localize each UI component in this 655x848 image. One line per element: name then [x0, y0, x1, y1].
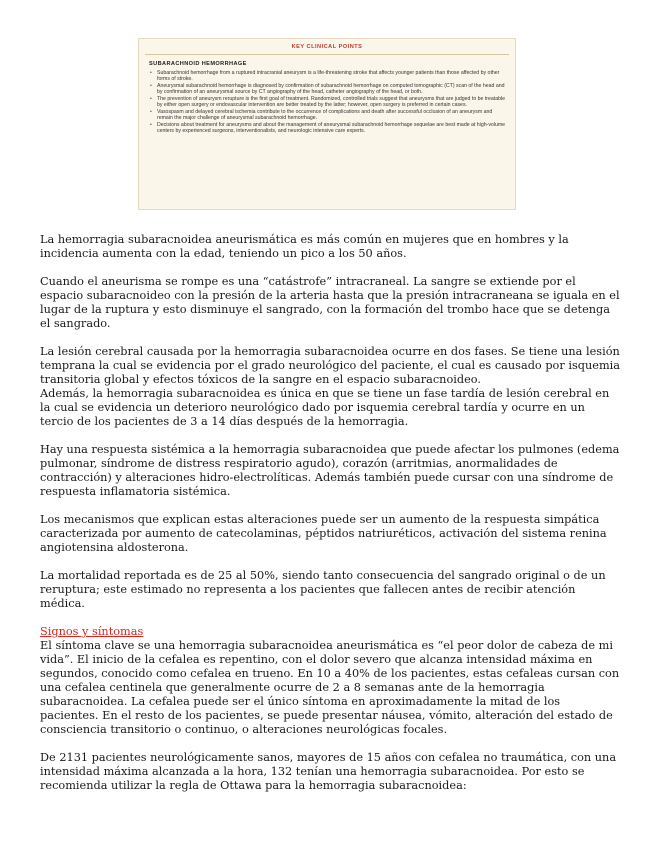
key-points-list [139, 70, 515, 134]
paragraph-epidemiology: La hemorragia subaracnoidea aneurismática es más común en mujeres que en hombres y la incidencia aumenta con la edad, teniendo un pico a los 50 años. [40, 233, 569, 260]
paragraph-symptoms: El síntoma clave se una hemorragia subaracnoidea aneurismática es “el peor dolor de cabeza de mi vida”. El inicio de la cefalea es repentino, con el dolor severo que alcanza intensidad máxima en segundos, conocido como cefalea en trueno. En 10 a 40% de los pacientes, estas cefaleas cursan con una cefalea centinela que generalmente ocurre de 2 a 8 semanas ante de la hemorragia subaracnoidea. La cefalea puede ser el único síntoma en aproximadamente la mitad de los pacientes. En el resto de los pacientes, se puede presentar náusea, vómito, alteración del estado de consciencia transitorio o continuo, o alteraciones neurológicas focales. [40, 639, 620, 736]
paragraph-late-phase: Además, la hemorragia subaracnoidea es única en que se tiene un fase tardía de lesión cerebral en la cual se evidencia un deterioro neurológico dado por isquemia cerebral tardía y ocurre en un tercio de los pacientes de 3 a 14 días después de la hemorragia. [40, 387, 610, 428]
paragraph-mechanisms: Los mecanismos que explican estas alteraciones puede ser un aumento de la respuesta simpática caracterizada por aumento de catecolaminas, péptidos natriuréticos, activación del sistema renina angiotensina aldosterona. [40, 513, 607, 554]
paragraph-ottawa-rule: De 2131 pacientes neurológicamente sanos, mayores de 15 años con cefalea no traumática, con una intensidad máxima alcanzada a la hora, 132 tenían una hemorragia subaracnoidea. Por esto se recomienda utilizar la regla de Ottawa para la hemorragia subaracnoidea: [40, 751, 617, 792]
key-points-header: KEY CLINICAL POINTS [145, 42, 509, 55]
paragraph-injury-phases: La lesión cerebral causada por la hemorragia subaracnoidea ocurre en dos fases. Se tiene una lesión temprana la cual se evidencia por el grado neurológico del paciente, el cual es causado por isquemia transitoria global y efectos tóxicos de la sangre en el espacio subaracnoideo. [40, 345, 621, 386]
section-heading-signs[interactable]: Signos y síntomas [40, 625, 144, 638]
list-item: • Vasospasm and delayed cerebral ischemia contribute to the occurrence of complications and death after successful occlusion of an aneurysm and remain the major challenge of aneurysmal subarachnoid hemorrhage. [149, 109, 507, 121]
key-points-title: SUBARACHNOID HEMORRHAGE [149, 61, 247, 67]
list-item: • Decisions about treatment for aneurysms and about the management of aneurysmal subarachnoid hemorrhage sequelae are best made at high-volume centers by experienced surgeons, interventionalists, and neurologic intensive care experts. [149, 122, 507, 134]
paragraph-mortality: La mortalidad reportada es de 25 al 50%, siendo tanto consecuencia del sangrado original o de un reruptura; este estimado no representa a los pacientes que fallecen antes de recibir atención médica. [40, 569, 606, 610]
paragraph-rupture: Cuando el aneurisma se rompe es una “catástrofe” intracraneal. La sangre se extiende por el espacio subaracnoideo con la presión de la arteria hasta que la presión intracraneana se iguala en el lugar de la ruptura y esto disminuye el sangrado, con la formación del trombo hace que se detenga el sangrado. [40, 275, 620, 330]
list-item: • The prevention of aneurysm rerupture is the first goal of treatment. Randomized, controlled trials suggest that aneurysms that are judged to be treatable by either open surgery or endovascular intervention are better treated by the latter; however, open surgery is preferred in certain cases. [149, 96, 507, 108]
document-body [40, 233, 620, 807]
list-item: • Subarachnoid hemorrhage from a ruptured intracranial aneurysm is a life-threatening stroke that affects younger patients than those affected by other forms of stroke. [149, 70, 507, 82]
key-clinical-points-box [138, 38, 516, 210]
list-item: • Aneurysmal subarachnoid hemorrhage is diagnosed by confirmation of subarachnoid hemorrhage on computed tomographic (CT) scan of the head and by confirmation of an aneurysmal source by CT angiography of the head, catheter angiography of the head, or both. [149, 83, 507, 95]
paragraph-systemic-response: Hay una respuesta sistémica a la hemorragia subaracnoidea que puede afectar los pulmones (edema pulmonar, síndrome de distress respiratorio agudo), corazón (arritmias, anormalidades de contracción) y alteraciones hidro-electrolíticas. Además también puede cursar con una síndrome de respuesta inflamatoria sistémica. [40, 443, 620, 498]
